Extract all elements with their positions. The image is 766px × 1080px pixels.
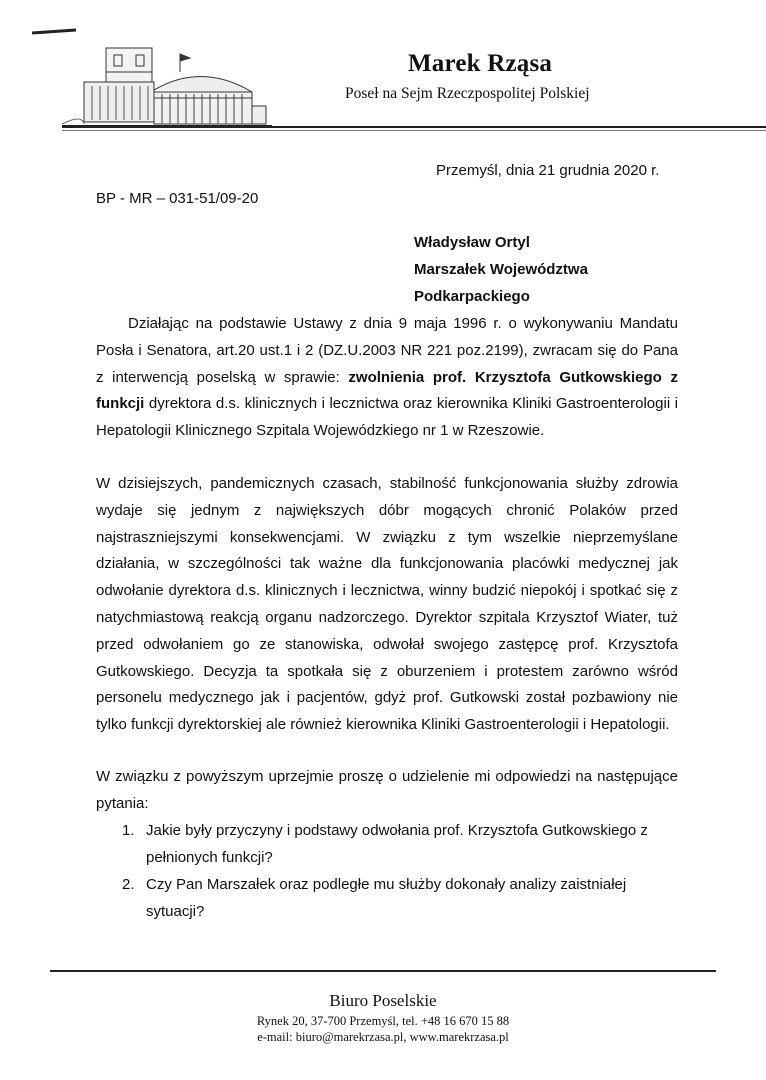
question-text: Jakie były przyczyny i podstawy odwołania prof. Krzysztofa Gutkowskiego z pełnionych funkcji?: [146, 822, 648, 866]
header-rule-thin: [62, 130, 766, 131]
paragraph-intro: [96, 311, 678, 445]
intro-text-b: dyrektora d.s. klinicznych i lecznictwa oraz kierownika Kliniki Gastroenterologii i Hepatologii Klinicznego Szpitala Wojewódzkiego nr 1 w Rzeszowie.: [96, 395, 678, 440]
date-line: Przemyśl, dnia 21 grudnia 2020 r.: [436, 162, 660, 179]
scan-mark: [32, 28, 76, 34]
sejm-building-logo: [62, 42, 272, 138]
mp-name: Marek Rząsa: [408, 50, 553, 77]
question-item: [122, 818, 678, 872]
paragraph-context: W dzisiejszych, pandemicznych czasach, stabilność funkcjonowania służby zdrowia wydaje się jednym z największych dóbr mogących chronić Polaków przed najstraszniejszymi konsekwencjami. W związku z tym wszelkie nieprzemyślane działania, w szczególności tak ważne dla funkcjonowania placówki medycznej jak odwołanie dyrektora d.s. klinicznych i lecznictwa, winny budzić niepokój i spotkać się z natychmiastową reakcją organu nadzorczego. Dyrektor szpitala Krzysztof Wiater, tuż przed odwołaniem go ze stanowiska, odwołał swojego zastępcę prof. Krzysztofa Gutkowskiego. Decyzja ta spotkała się z oburzeniem i protestem zarówno wśród personelu medycznego jak i pacjentów, gdyż prof. Gutkowski został pozbawiony nie tylko funkcji dyrektorskiej ale również kierownika Kliniki Gastroenterologii i Hepatologii.: [96, 475, 678, 734]
footer-address: Rynek 20, 37-700 Przemyśl, tel. +48 16 670 15 88: [256, 1014, 510, 1028]
footer-contact: e-mail: biuro@marekrzasa.pl, www.marekrzasa.pl: [257, 1030, 509, 1044]
mp-title: Poseł na Sejm Rzeczpospolitej Polskiej: [345, 85, 590, 102]
footer-rule: [50, 970, 716, 972]
intro-text-a: Działając na podstawie Ustawy z dnia 9 maja 1996 r. o wykonywaniu Mandatu Posła i Senatora, art.20 ust.1 i 2 (DZ.U.2003 NR 221 poz.2199), zwracam się do Pana z interwencją poselską w sprawie:: [96, 315, 678, 386]
addressee-name: Władysław Ortyl: [414, 234, 530, 251]
addressee-title: Marszałek Województwa: [414, 261, 588, 278]
footer-office-title: Biuro Poselskie: [329, 991, 437, 1010]
question-text: Czy Pan Marszałek oraz podległe mu służby dokonały analizy zaistniałej sytuacji?: [146, 876, 627, 920]
question-item: [122, 872, 678, 926]
addressee-region: Podkarpackiego: [414, 288, 530, 305]
question-number: 1.: [122, 822, 135, 839]
paragraph-request: W związku z powyższym uprzejmie proszę o udzielenie mi odpowiedzi na następujące pytania:: [96, 768, 678, 812]
header-rule: [62, 126, 766, 128]
question-number: 2.: [122, 876, 135, 893]
reference-number: BP - MR – 031-51/09-20: [96, 190, 259, 207]
intro-subject-bold: zwolnienia prof. Krzysztofa Gutkowskiego z funkcji: [96, 368, 678, 413]
